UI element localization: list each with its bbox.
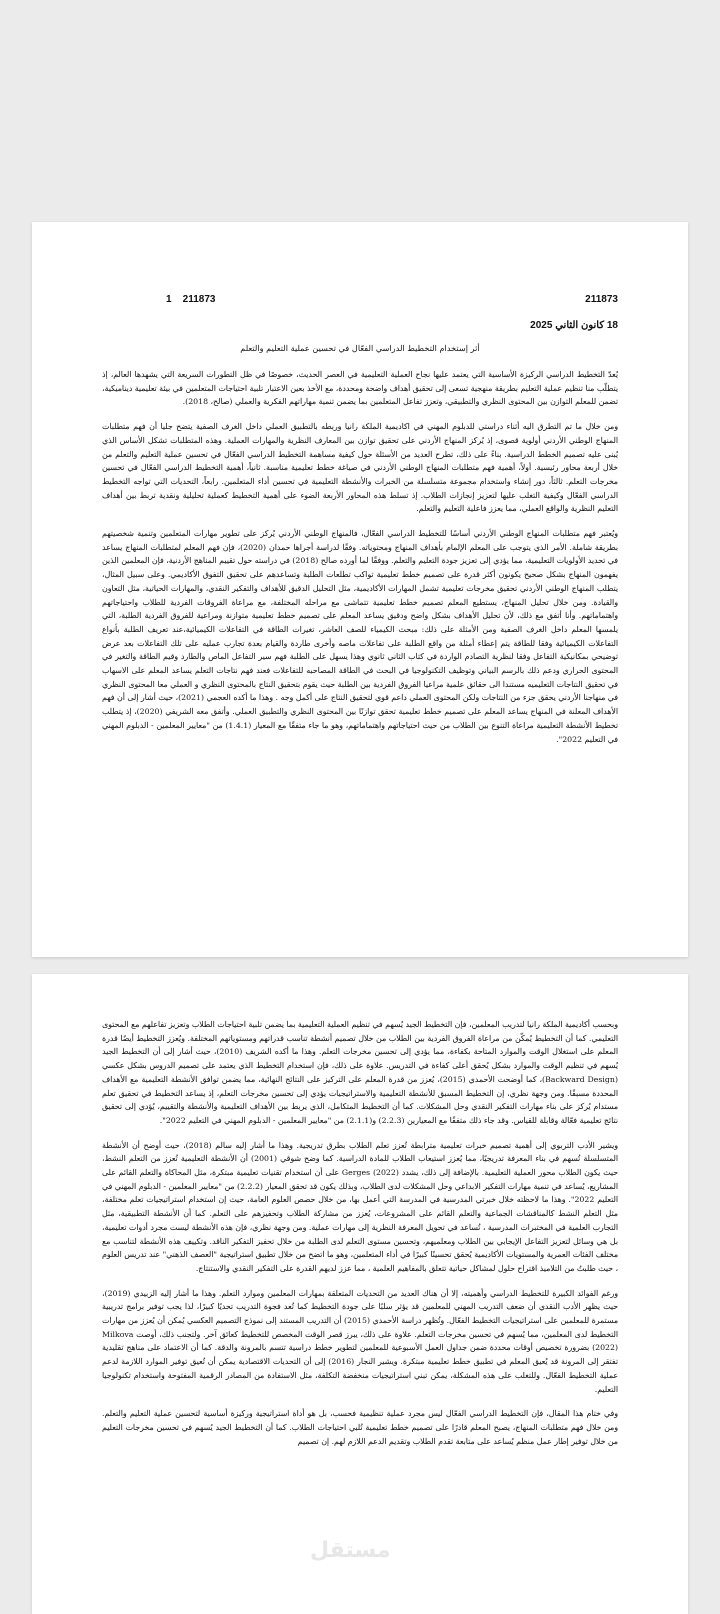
- paragraph: ومن خلال ما تم التطرق اليه أثناء دراستي للدبلوم المهني في اكاديمية الملكة رانيا وربطه بالتطبيق العملي داخل الغرف الصفية يتضح جليا أن فهم متطلبات المنهاج الوطني الأردني أولوية قصوى، إذ يُركز المنهاج الأردني على تحقيق توازن بين المعارف النظرية والمهارات العملية. وهذه المتطلبات تشكل الأساس الذي يُبنى عليه تصميم الخطط الدراسية. بناءً على ذلك، تطرح العديد من الأسئلة حول كيفية مساهمة التخطيط الدراسي الفعّال في تحسين عملية التعليم والتعلم من خلال أربعة محاور رئيسية. أولاً، أهمية فهم متطلبات المنهاج الوطني الأردني في صياغة خطط تعليمية مناسبة. ثانياً، أهمية التخطيط الدراسي الفعّال في تحسين مخرجات التعلم. ثالثاً، دور إنشاء واستخدام مجموعة متسلسلة من الخبرات والأنشطة التعليمية في تحسين أداء المتعلمين. رابعاً، التحديات التي تواجه التخطيط الدراسي الفعّال وكيفية التغلب عليها لتعزيز إنجازات الطلاب. إذ تسلط هذه المحاور الأربعة الضوء على أهمية التخطيط كعملية تحليلية ونقدية تربط بين أهداف التعليم النظرية والواقع العملي، مما يعزز فاعلية التعليم والتعلم.: [102, 422, 618, 514]
- paragraph: ويُعتبر فهم متطلبات المنهاج الوطني الأردني أساسًا للتخطيط الدراسي الفعّال، فالمنهاج الوطني الأردني يُركز على تطوير مهارات المتعلمين وتنمية شخصيتهم بطريقة شاملة. الأمر الذي يتوجب على المعلم الإلمام بأهداف المنهاج ومحتوياته. وفقًا لدراسة أجراها حمدان (2020)، فإن فهم المعلم لمتطلبات المنهاج يساعد في تحديد الأولويات التعليمية، مما يؤدي إلى تعزيز جودة التعليم والتعلم. ووفقًا لما أورده صالح (2018) في دراسته حول تقييم المناهج الأردنية، فإن المعلمين الذين يفهمون المنهاج بشكل صحيح يكونون أكثر قدرة على تصميم خطط تعليمية تواكب تطلعات الطلبة وتساعدهم على تحقيق التفوق الأكاديمي. وعلى سبيل المثال، يتطلب المنهاج الوطني الأردني تحقيق مخرجات تعليمية تشمل المهارات الأكاديمية، مثل التحليل الدقيق للأهداف والتفكير النقدي، والمهارات الحياتية، مثل التعاون والقيادة. ومن خلال تحليل المنهاج، يستطيع المعلم تصميم خطط تعليمية تتماشى مع مراحله المختلفة، مع مراعاة الفروقات الفردية للطلاب واحتياجاتهم واهتماماتهم. وأنا أتفق مع ذلك، لأن تحليل الأهداف بشكل واضح ودقيق يساعد المعلم على تصميم خطط تعليمية متوازنة ومراعية للفروق الفردية الطلبة، التي يلمسها المعلم داخل الغرف الصفية ومن الأمثلة على ذلك: مبحث الكيمياء للصف العاشر، تغيرات الطاقة في التفاعلات الكيميائية،عند تعريف الطلبة بأنواع التفاعلات الكيميائية وفقا للطاقة يتم إعطاء أمثلة من واقع الطلبة على تفاعلات ماصه وأخرى طاردة والقيام بعدة تجارب عمليه على تلك التفاعلات بعد عرض توضيحي بمكانيكية التفاعل وفقا لنظرية التصادم الواردة في كتاب الثاني ثانوي وهذا يسهل على الطلبة فهم سير التفاعل الماص والطارد وقيم الطاقة والتغير في المحتوى الحراري ودعم ذلك بالرسم البياني وتوظيف التكنولوجيا في البحث في الطاقة المصاحبه للتفاعلات فعند فهم نتاجات التعلم يساعد المعلم على الاسهاب في تحقيق النتاجات التعليميه مستندا الى حقائق علمية مراعيا الفروق الفردية بين الطلبة حيث يقوم بتحقيق النتاج بالمحتوى النظري و العملي معا المحتوى النظري في منهاجنا الأردني يحقق جزء من النتاجات ولكن المحتوى العملي داعم قوي لتحقيق النتاج على أكمل وجه . وهذا ما أكده العجمي (2021)، حيث أشار إلى أن فهم الأهداف المعلنة في المنهاج يساعد المعلم على تصميم خطط تعليمية تحقق توازنًا بين المحتوى النظري والتطبيق العملي. وأتفق معه الشريفي (2020)، إذ يتطلب تخطيط الأنشطة التعليمية مراعاة التنوع بين الطلاب من حيث احتياجاتهم واهتماماتهم، وهو ما جاء متفقًا مع المعيار (1.4.1) من "معايير المعلمين - الدبلوم المهني في التعليم 2022".: [102, 529, 619, 744]
- paragraph: ويشير الأدب التربوي إلى أهمية تصميم خبرات تعليمية مترابطة تُعزز تعلم الطلاب بطرق تدريجية. وهذا ما أشار إليه سالم (2018)، حيث أوضح أن الأنشطة المتسلسلة تُسهم في بناء المعرفة تدريجيًا، مما يُعزز استيعاب الطلاب للمادة الدراسية. كما وضح شوقي (2001) أن الأنشطة التعليمية تُعزز من التعلم النشط، حيث يكون الطلاب محور العملية التعليمية. بالإضافة إلى ذلك، يشدد Gerges (2022) على أن استخدام تقنيات تعليمية مبتكرة، مثل المحاكاة والتعلم القائم على المشاريع، يُساعد في تنمية مهارات التفكير الابداعي وحل المشكلات لدى الطلاب، وبذلك يكون قد تحقق المعيار (2.2.2) من "معايير المعلمين - الدبلوم المهني في التعليم 2022". وهذا ما لاحظته خلال خبرتي المدرسية في المدرسة التي أعمل بها، من خلال حصص العلوم العامة، حيث إن استخدام استراتيجيات تعلم مختلفة، مثل التعلم النشط كالمناقشات الجماعية والتعلم القائم على المشروعات، يُعزز من مشاركة الطلاب وتحفيزهم على التعلم. كما أن الأنشطة التطبيقية، مثل التجارب العلمية في المختبرات المدرسية ، تُساعد في تحويل المعرفة النظرية إلى مهارات عملية. ومن وجهة نظري، فإن هذه الأنشطة ليست مجرد أدوات تعليمية، بل هي وسائل لتعزيز التفاعل الإيجابي بين الطلاب ومعلميهم، وتحسين مستوى التعلم لدى الطلبة من خلال تحفيز التفكير الناقد. وتكييف هذه الأنشطة لتناسب مع مختلف الفئات العمرية والمستويات الأكاديمية يُحقق تحسينًا كبيرًا في أداء المتعلمين، وهو ما اتضح من خلال تطبيق استراتيجية "العصف الذهني" عند تدريس العلوم ، حيث طلبتُ من التلاميذ اقتراح حلول لمشاكل حياتية تتعلق بالمفاهيم العلمية ، مما عزز لديهم القدرة على التفكير النقدي والاستنتاج.: [102, 1140, 619, 1273]
- header-left-number: 1 211873: [166, 294, 216, 305]
- watermark-logo: مستقل: [310, 1538, 391, 1563]
- header-right-number: 211873: [585, 294, 618, 305]
- page-1-body: [102, 368, 618, 757]
- document-page-2: [32, 974, 688, 1614]
- document-date: 18 كانون الثاني 2025: [530, 320, 618, 331]
- paragraph: وبحسب أكاديمية الملكة رانيا لتدريب المعلمين، فإن التخطيط الجيد يُسهم في تنظيم العملية التعليمية بما يضمن تلبية احتياجات الطلاب وتعزيز تفاعلهم مع المحتوى التعليمي. كما أن التخطيط يُمكّن من مراعاة الفروق الفردية بين الطلاب من خلال تصميم أنشطة تناسب قدراتهم ومستوياتهم المختلفة. ويُعزز التخطيط أيضًا قدرة المعلم على استغلال الوقت والموارد المتاحة بكفاءة، مما يؤدي إلى تحسين مخرجات التعلم. وهذا ما أكده الشريف (2010)، حيث أشار إلى أن التخطيط الجيد يُسهم في تنظيم الوقت والموارد بشكل يُحقق أعلى كفاءة في التدريس. علاوة على ذلك، فإن استخدام التخطيط الذي يعتمد على تصميم الدروس بشكل عكسي (Backward Design)، كما أوضحت الأحمدي (2015)، يُعزز من قدرة المعلم على التركيز على النتائج النهائية، مما يضمن توافق الأنشطة التعليمية مع الأهداف المحددة مسبقًا. ومن وجهة نظري، إن التخطيط المسبق للأنشطة التعليمية والاستراتيجيات يؤدي إلى تحسين مخرجات التعلم، إذ يساعد التخطيط في تحقيق تعلم مستدام يُركز على بناء مهارات التفكير النقدي وحل المشكلات. كما أن التخطيط المتكامل، الذي يربط بين الأهداف التعليمية والأنشطة والتقييم، يُؤدي إلى تحقيق نتائج تعليمية فعّالة وقابلة للقياس. وقد جاء ذلك متفقًا مع المعيارين (2.2.3) و(2.1.1) من "معايير المعلمين - الدبلوم المهني في التعليم 2022".: [102, 1020, 618, 1125]
- paragraph: وفي ختام هذا المقال، فإن التخطيط الدراسي الفعّال ليس مجرد عملية تنظيمية فحسب، بل هو أداة استراتيجية وركيزة أساسية لتحسين عملية التعليم والتعلم. ومن خلال فهم متطلبات المنهاج، يصبح المعلم قادرًا على تصميم خطط تعليمية تُلبي احتياجات الطلاب. كما أن التخطيط الجيد يُسهم في تحسين مخرجات التعليم من خلال توفير إطار عمل منظم يُساعد على متابعة تقدم الطلاب وتقديم الدعم اللازم لهم. إن تصميم: [102, 1409, 618, 1446]
- document-title: أثر إستخدام التخطيط الدراسي الفعّال في تحسين عملية التعليم والتعلم: [240, 343, 480, 353]
- document-page-1: [32, 222, 688, 957]
- page-2-body: [102, 1018, 618, 1459]
- paragraph: ورغم الفوائد الكبيرة للتخطيط الدراسي وأهميته، إلا أن هناك العديد من التحديات المتعلقة بمهارات المعلمين وموارد التعلم. وهذا ما أشار إليه الزبيدي (2019)، حيث يظهر الأدب النقدي أن ضعف التدريب المهني للمعلمين قد يؤثر سلبًا على جودة التخطيط كما تُعد فجوة التدريب تحديًا كبيرًا، لذا يجب توفير برامج تدريبية مستمرة للمعلمين على استراتيجيات التخطيط الفعّال. وتُظهر دراسة الأحمدي (2015) أن التدريب المستند إلى نموذج التصميم العكسي يُمكن أن يُعزز من مهارات التخطيط لدى المعلمين، مما يُسهم في تحسين مخرجات التعلم. علاوة على ذلك، يبرز قصر الوقت المخصص للتخطيط كعائق آخر. ولتجنب ذلك، أوصت Milkova (2022) بضرورة تخصيص أوقات محددة ضمن جداول العمل الأسبوعية للمعلمين لتطوير خطط دراسية تتسم بالمرونة والدقة. كما أن الاعتماد على مناهج تقليدية تفتقر إلى المرونة قد يُعيق المعلم في تطبيق خطط تعليمية مبتكرة. ويشير النجار (2016) إلى أن التحديات الاقتصادية يمكن أن تُعيق توفير الموارد اللازمة لدعم عملية التخطيط الفعّال. وللتغلب على هذه المشكلة، يمكن تبني استراتيجيات منخفضة التكلفة، مثل الاستفادة من المصادر الرقمية المفتوحة واستخدام تكنولوجيا التعليم.: [102, 1288, 619, 1394]
- paragraph: يُعدّ التخطيط الدراسي الركيزة الأساسية التي يعتمد عليها نجاح العملية التعليمية في العصر الحديث، خصوصًا في ظل التطورات السريعة التي يشهدها العالم، إذ يتطلّب منا تنظيم عملية التعليم بطريقة منهجية تسعى إلى تحقيق أهداف واضحة ومحددة، مع الأخذ بعين الاعتبار تلبية احتياجات المتعلمين في بيئة تعليمية ديناميكية، تضمن للمعلم التوازن بين المحتوى النظري والتطبيقي، وتعزز تفاعل المتعلمين بما يضمن تنمية مهاراتهم الفكرية والعملي (صالح، 2018).: [102, 370, 618, 407]
